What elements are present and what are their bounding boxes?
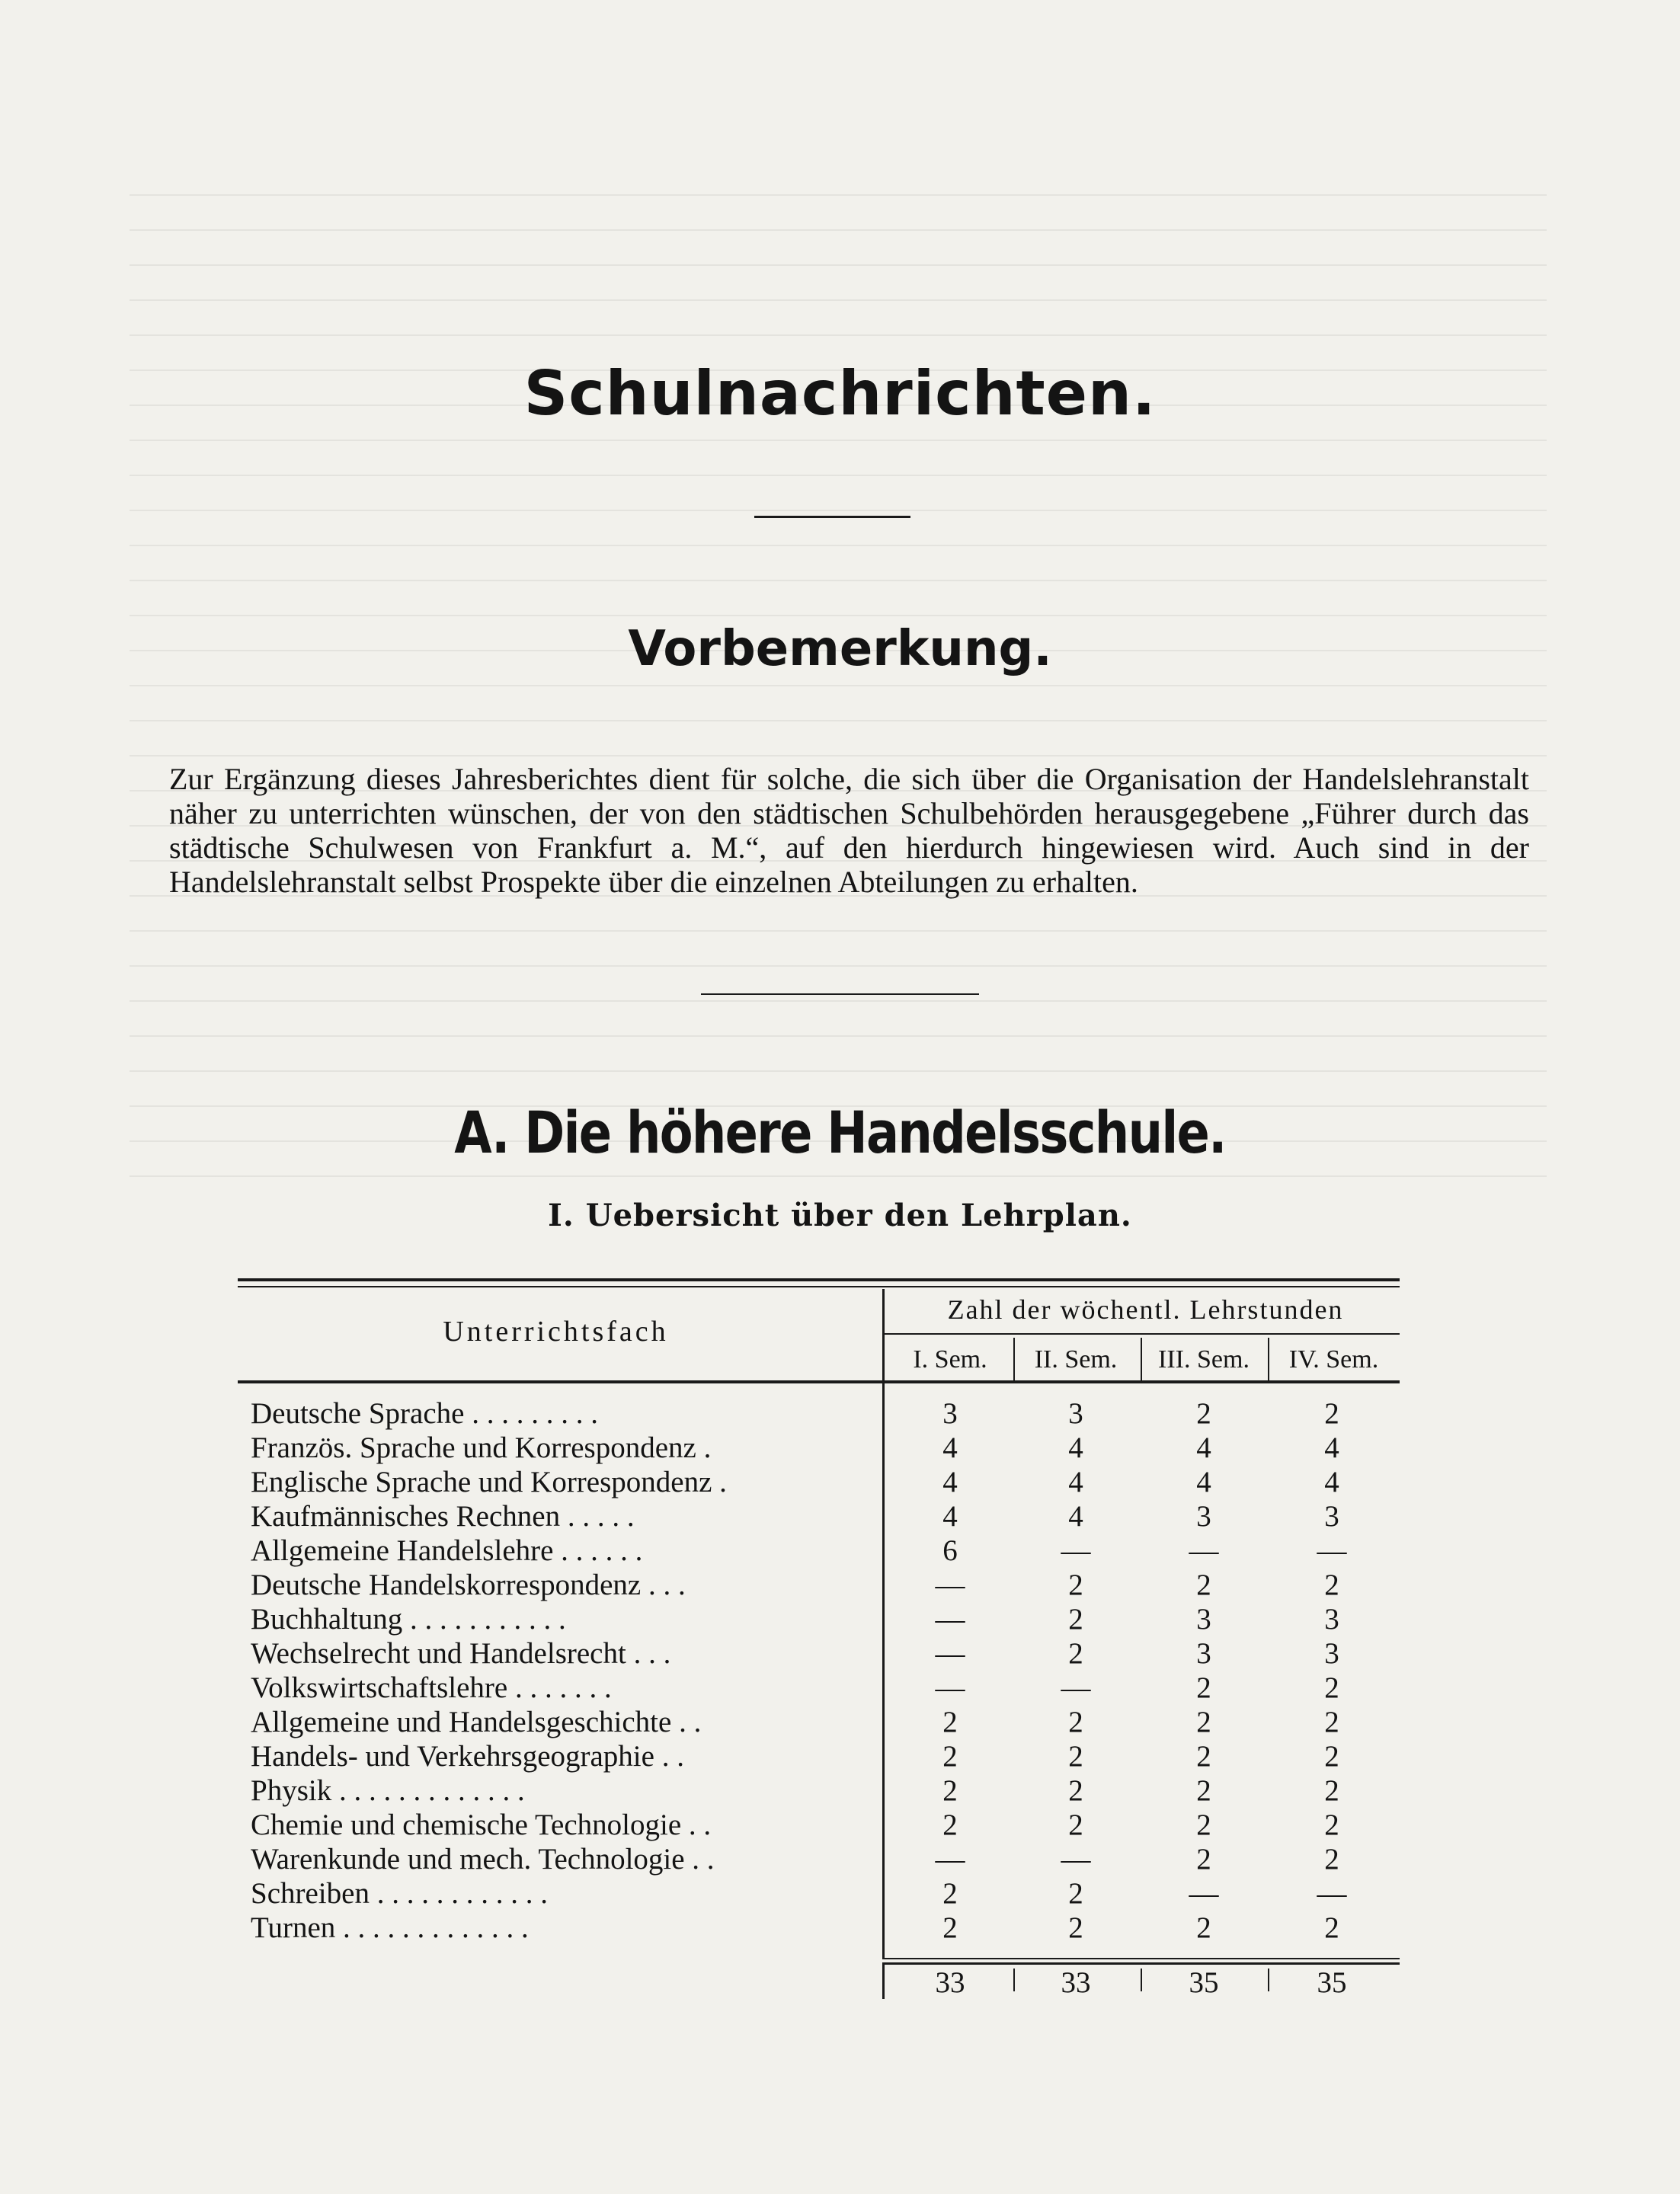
show-through-background: [130, 194, 1547, 1200]
hours-sem-4: —: [1317, 1534, 1347, 1567]
total-sem-4: 35: [1317, 1966, 1347, 1999]
hours-sem-1: 2: [942, 1706, 958, 1738]
hours-sem-1: —: [935, 1671, 965, 1704]
hours-sem-1: 2: [942, 1911, 958, 1944]
hours-sem-1: 2: [942, 1877, 958, 1910]
preface-heading: Vorbemerkung.: [628, 621, 1052, 677]
hours-sem-2: 2: [1068, 1774, 1083, 1807]
table-row: [238, 1739, 1400, 1773]
hours-sem-3: 2: [1196, 1569, 1211, 1601]
subject-name: Turnen . . . . . . . . . . . . .: [251, 1911, 529, 1944]
semester-header-2: II. Sem.: [1034, 1345, 1118, 1374]
subject-name: Deutsche Sprache . . . . . . . . .: [251, 1397, 598, 1430]
total-separator-3: [1268, 1969, 1269, 1991]
hours-sem-1: —: [935, 1569, 965, 1601]
table-row: [238, 1705, 1400, 1739]
hours-sem-1: 6: [942, 1534, 958, 1567]
hours-sem-1: —: [935, 1603, 965, 1636]
hours-sem-2: 3: [1068, 1397, 1083, 1430]
hours-sem-2: —: [1061, 1843, 1091, 1876]
hours-sem-1: —: [935, 1843, 965, 1876]
hours-sem-4: —: [1317, 1877, 1347, 1910]
hours-sem-1: 2: [942, 1809, 958, 1841]
table-row: [238, 1396, 1400, 1431]
hours-sem-3: 2: [1196, 1671, 1211, 1704]
subject-column-header: Unterrichtsfach: [443, 1316, 669, 1348]
hours-sem-3: 2: [1196, 1774, 1211, 1807]
totals-row: [238, 1962, 1400, 1997]
hours-sem-3: 4: [1196, 1466, 1211, 1498]
table-row: [238, 1808, 1400, 1842]
hours-sem-4: 3: [1324, 1603, 1339, 1636]
hours-header-rule: [884, 1333, 1400, 1335]
section-divider: [701, 993, 979, 995]
hours-sem-3: 3: [1196, 1603, 1211, 1636]
subject-name: Chemie und chemische Technologie . .: [251, 1809, 712, 1841]
hours-sem-1: 2: [942, 1774, 958, 1807]
table-row: [238, 1842, 1400, 1876]
table-row: [238, 1499, 1400, 1534]
hours-sem-3: 3: [1196, 1637, 1211, 1670]
hours-sem-4: 2: [1324, 1911, 1339, 1944]
hours-sem-4: 2: [1324, 1809, 1339, 1841]
table-row: [238, 1465, 1400, 1499]
hours-column-header: Zahl der wöchentl. Lehrstunden: [947, 1294, 1344, 1325]
total-sem-1: 33: [935, 1966, 965, 1999]
hours-sem-2: 2: [1068, 1603, 1083, 1636]
table-row: [238, 1671, 1400, 1705]
table-row: [238, 1636, 1400, 1671]
hours-sem-2: —: [1061, 1534, 1091, 1567]
table-top-rule: [238, 1278, 1400, 1281]
hours-sem-2: 4: [1068, 1500, 1083, 1533]
total-separator-1: [1013, 1969, 1015, 1991]
hours-sem-2: —: [1061, 1671, 1091, 1704]
hours-sem-3: 2: [1196, 1397, 1211, 1430]
hours-sem-4: 2: [1324, 1774, 1339, 1807]
hours-sem-3: 3: [1196, 1500, 1211, 1533]
title-divider: [754, 516, 910, 518]
hours-sem-2: 2: [1068, 1911, 1083, 1944]
section-subheading: I. Uebersicht über den Lehrplan.: [548, 1198, 1132, 1233]
semester-header-1: I. Sem.: [913, 1345, 987, 1374]
hours-sem-1: 4: [942, 1466, 958, 1498]
hours-sem-3: —: [1189, 1877, 1219, 1910]
total-sem-3: 35: [1189, 1966, 1219, 1999]
table-row: [238, 1534, 1400, 1568]
subject-name: Buchhaltung . . . . . . . . . . .: [251, 1603, 566, 1636]
subject-name: Schreiben . . . . . . . . . . . .: [251, 1877, 548, 1910]
table-row: [238, 1773, 1400, 1808]
subject-name: Handels- und Verkehrsgeographie . .: [251, 1740, 684, 1773]
subject-name: Volkswirtschaftslehre . . . . . . .: [251, 1671, 612, 1704]
section-heading: A. Die höhere Handelsschule.: [454, 1099, 1226, 1166]
column-separator-3: [1268, 1338, 1269, 1380]
subject-name: Allgemeine und Handelsgeschichte . .: [251, 1706, 702, 1738]
hours-sem-4: 2: [1324, 1843, 1339, 1876]
subject-name: Wechselrecht und Handelsrecht . . .: [251, 1637, 671, 1670]
hours-sem-4: 4: [1324, 1431, 1339, 1464]
hours-sem-4: 2: [1324, 1671, 1339, 1704]
hours-sem-3: 2: [1196, 1740, 1211, 1773]
table-row: [238, 1911, 1400, 1945]
hours-sem-4: 2: [1324, 1397, 1339, 1430]
hours-sem-1: 4: [942, 1431, 958, 1464]
hours-sem-2: 2: [1068, 1569, 1083, 1601]
semester-header-4: IV. Sem.: [1288, 1345, 1379, 1374]
subject-name: Warenkunde und mech. Technologie . .: [251, 1843, 715, 1876]
hours-sem-3: 2: [1196, 1843, 1211, 1876]
hours-sem-2: 2: [1068, 1706, 1083, 1738]
hours-sem-2: 2: [1068, 1877, 1083, 1910]
table-row: [238, 1876, 1400, 1911]
subject-name: Deutsche Handelskorrespondenz . . .: [251, 1569, 686, 1601]
subject-name: Englische Sprache und Korrespondenz .: [251, 1466, 727, 1498]
hours-sem-3: 2: [1196, 1809, 1211, 1841]
hours-sem-4: 2: [1324, 1706, 1339, 1738]
hours-sem-2: 2: [1068, 1809, 1083, 1841]
table-row: [238, 1568, 1400, 1602]
hours-sem-2: 4: [1068, 1466, 1083, 1498]
hours-sem-4: 2: [1324, 1740, 1339, 1773]
total-separator-main: [882, 1962, 885, 1999]
hours-sem-1: 4: [942, 1500, 958, 1533]
totals-rule: [882, 1958, 1400, 1959]
hours-sem-1: 2: [942, 1740, 958, 1773]
hours-sem-3: 4: [1196, 1431, 1211, 1464]
subject-name: Französ. Sprache und Korrespondenz .: [251, 1431, 712, 1464]
curriculum-table: [238, 1278, 1400, 2002]
hours-sem-2: 4: [1068, 1431, 1083, 1464]
subject-name: Physik . . . . . . . . . . . . .: [251, 1774, 525, 1807]
hours-sem-1: 3: [942, 1397, 958, 1430]
hours-sem-4: 3: [1324, 1637, 1339, 1670]
total-separator-2: [1141, 1969, 1142, 1991]
subject-name: Kaufmännisches Rechnen . . . . .: [251, 1500, 635, 1533]
column-separator-2: [1141, 1338, 1142, 1380]
total-sem-2: 33: [1061, 1966, 1091, 1999]
hours-sem-2: 2: [1068, 1637, 1083, 1670]
hours-sem-4: 3: [1324, 1500, 1339, 1533]
semester-header-3: III. Sem.: [1158, 1345, 1250, 1374]
table-row: [238, 1431, 1400, 1465]
hours-sem-1: —: [935, 1637, 965, 1670]
header-bottom-rule: [238, 1380, 1400, 1383]
page-title: Schulnachrichten.: [523, 358, 1157, 429]
hours-sem-4: 2: [1324, 1569, 1339, 1601]
hours-sem-4: 4: [1324, 1466, 1339, 1498]
hours-sem-3: —: [1189, 1534, 1219, 1567]
table-row: [238, 1602, 1400, 1636]
column-separator-1: [1013, 1338, 1015, 1380]
hours-sem-3: 2: [1196, 1911, 1211, 1944]
preface-text: Zur Ergänzung dieses Jahresberichtes dient für solche, die sich über die Organisation der Handelslehranstalt näher zu unterrichten wünschen, der von den städtischen Schulbehörden herausgegebene „Führer durch das städtische Schulwesen von Frankfurt a. M.“, auf den hierdurch hingewiesen wird. Auch sind in der Handelslehranstalt selbst Prospekte über die einzelnen Abteilungen zu erhalten.: [169, 762, 1529, 899]
subject-name: Allgemeine Handelslehre . . . . . .: [251, 1534, 643, 1567]
hours-sem-2: 2: [1068, 1740, 1083, 1773]
table-top-rule-thin: [238, 1286, 1400, 1287]
hours-sem-3: 2: [1196, 1706, 1211, 1738]
